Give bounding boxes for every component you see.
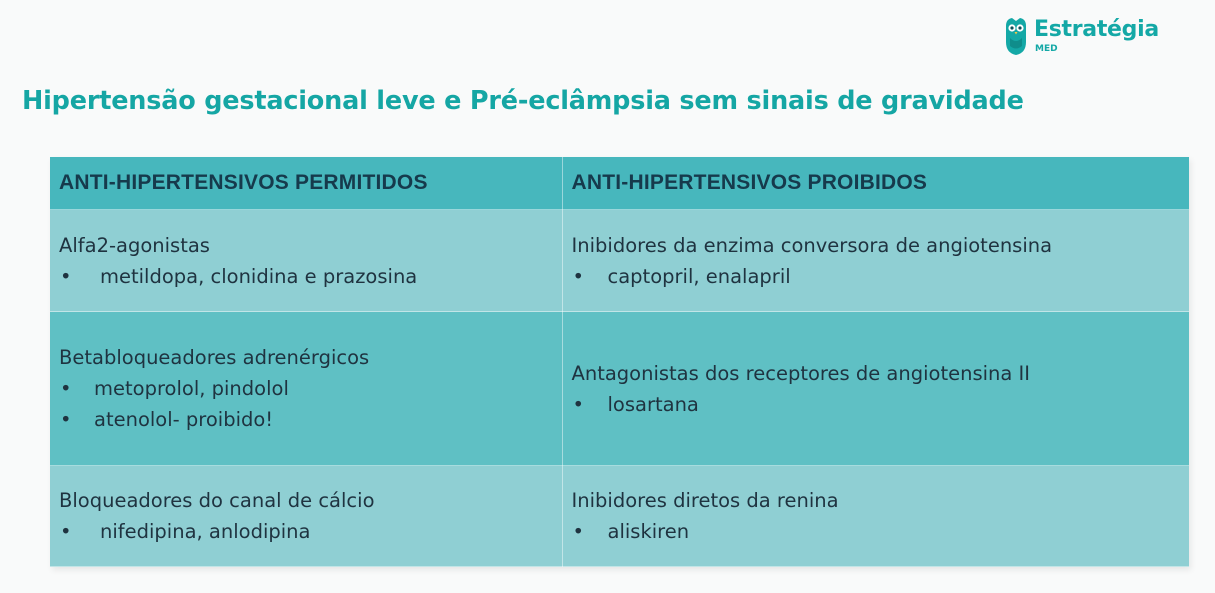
- drug-group-name: Antagonistas dos receptores de angiotensina II: [571, 361, 1031, 385]
- drug-names: aliskiren: [607, 520, 690, 543]
- drug-list-item: [59, 404, 562, 435]
- bullet-icon: •: [60, 408, 72, 431]
- drug-list: [572, 389, 1190, 420]
- prohibited-cell: [562, 210, 1189, 312]
- owl-icon: [1003, 16, 1029, 56]
- drug-names: metoprolol, pindolol: [94, 377, 289, 400]
- drug-list-item: [572, 261, 1190, 292]
- drug-list-item: [572, 389, 1190, 420]
- drug-list: [59, 373, 562, 435]
- bullet-icon: •: [572, 392, 585, 416]
- page-title: Hipertensão gestacional leve e Pré-eclâmpsia sem sinais de gravidade: [22, 86, 1024, 116]
- permitted-cell: [50, 312, 562, 466]
- drug-names: atenolol- proibido!: [94, 408, 274, 431]
- bullet-icon: •: [572, 264, 585, 288]
- header-permitted: ANTI-HIPERTENSIVOS PERMITIDOS: [50, 157, 562, 210]
- drug-names: captopril, enalapril: [607, 264, 791, 288]
- prohibited-cell: [562, 312, 1189, 466]
- permitted-cell: [50, 210, 562, 312]
- drug-list-item: [572, 516, 1190, 547]
- antihypertensive-table: [50, 157, 1189, 567]
- drug-list: [59, 516, 562, 547]
- drug-list: [59, 261, 562, 292]
- logo-sub-text: MED: [1035, 44, 1058, 54]
- drug-names: nifedipina, anlodipina: [100, 520, 311, 543]
- table-row: [50, 210, 1189, 312]
- drug-group-name: Inibidores diretos da renina: [571, 489, 839, 512]
- drug-list: [572, 516, 1190, 547]
- drug-group-name: Inibidores da enzima conversora de angiotensina: [571, 233, 1053, 257]
- bullet-icon: •: [60, 520, 72, 543]
- drug-group-name: Alfa2-agonistas: [59, 233, 210, 257]
- permitted-cell: [50, 466, 562, 567]
- bullet-icon: •: [60, 377, 72, 400]
- drug-names: losartana: [607, 392, 699, 416]
- drug-list-item: [59, 261, 562, 292]
- drug-list-item: [59, 516, 562, 547]
- bullet-icon: •: [572, 520, 585, 543]
- drug-names: metildopa, clonidina e prazosina: [100, 264, 418, 288]
- table-row: [50, 312, 1189, 466]
- logo-brand-text: Estratégia: [1034, 17, 1159, 42]
- drug-group-name: Bloqueadores do canal de cálcio: [59, 489, 375, 512]
- estrategia-med-logo: [1003, 16, 1173, 60]
- header-prohibited: ANTI-HIPERTENSIVOS PROIBIDOS: [562, 157, 1189, 210]
- drug-list: [572, 261, 1190, 292]
- prohibited-cell: [562, 466, 1189, 567]
- drug-list-item: [59, 373, 562, 404]
- bullet-icon: •: [60, 264, 72, 288]
- table-header-row: [50, 157, 1189, 210]
- table-row: [50, 466, 1189, 567]
- drug-group-name: Betabloqueadores adrenérgicos: [59, 346, 370, 369]
